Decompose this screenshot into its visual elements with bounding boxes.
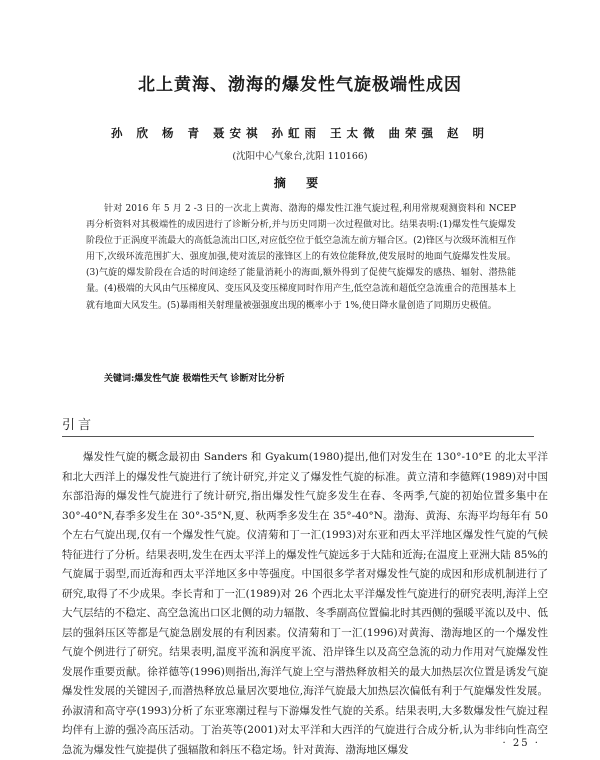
section-divider [62, 436, 534, 437]
abstract-text: 针对 2016 年 5 月 2 -3 日的一次北上黄海、渤海的爆发性江淮气旋过程,利用常规观测资料和 NCEP 再分析资料对其极端性的成因进行了诊断分析,并与历史同期一次过程做对比。结果表明:(1)爆发性气旋爆发阶段位于正涡度平流最大的高低急流出口区,对应低空位于低空急流左前方辐合区。(2)锋区与次级环流相互作用下,次级环流范围扩大、强度加强,使对流层的涨锋区上的有效位能释放,使发展时的地面气旋爆发性发展。(3)气旋的爆发阶段在合适的时间途经了能量消耗小的海面,额外得到了促使气旋爆发的感热、辐射、潜热能量。(4)极端的大风由气压梯度风、变压风及变压梯度同时作用产生,低空急流和超低空急流重合的范围基本上就有地面大风发生。(5)暴雨相关射理量被强强度出现的概率小于 1%,使日降水量创造了同期历史极值。 [86, 204, 516, 311]
body-paragraph: 爆发性气旋的概念最初由 Sanders 和 Gyakum(1980)提出,他们对发生在 130°-10°E 的北太平洋和北大西洋上的爆发性气旋进行了统计研究,并定义了爆发性气旋的标准。黄立清和李德辉(1989)对中国东部沿海的爆发性气旋进行了统计研究,指出爆发性气旋多发生在春、冬两季,气旋的初始位置多集中在 30°-40°N,春季多发生在 30°-35°N,夏、秋两季多发生在 35°-40°N。渤海、黄海、东海平均每年有 50 个左右气旋出现,仅有一个爆发性气旋。仪清菊和丁一汇(1993)对东亚和西太平洋地区爆发性气旋的气候特征进行了分析。结果表明,发生在西太平洋上的爆发性气旋远多于大陆和近海;在温度上亚洲大陆 85%的气旋属于弱型,而近海和西太平洋地区多中等强度。中国很多学者对爆发性气旋的成因和形成机制进行了研究,取得了不少成果。李长青和丁一汇(1989)对 26 个西北太平洋爆发性气旋进行的研究表明,海洋上空大气层结的不稳定、高空急流出口区北侧的动力辐散、冬季副高位置偏北时其西侧的强暖平流以及中、低层的强斜压区等都是气旋急剧发展的有利因素。仪清菊和丁一汇(1996)对黄海、渤海地区的一个爆发性气旋个例进行了研究。结果表明,温度平流和涡度平流、沿岸锋生以及高空急流的动力作用对气旋爆发性发展作重要贡献。徐祥德等(1996)则指出,海洋气旋上空与潜热释放相关的最大加热层次位置是诱发气旋爆发性发展的关键因子,而潜热释放总量居次要地位,海洋气旋最大加热层次偏低有利于气旋爆发性发展。孙淑清和高守亭(1993)分析了东亚寒潮过程与下游爆发性气旋的关系。结果表明,大多数爆发性气旋过程均伴有上游的强冷高压活动。丁治英等(2001)对太平洋和大西洋的气旋进行合成分析,认为非纬向性高空急流为爆发性气旋提供了强辐散和斜压不稳定场。针对黄海、渤海地区爆发 [62, 451, 548, 756]
paper-title: 北上黄海、渤海的爆发性气旋极端性成因 [138, 75, 462, 95]
keywords: 关键词:爆发性气旋 极端性天气 诊断对比分析 [104, 374, 285, 384]
section-title-introduction: 引言 [62, 418, 95, 433]
affiliation: (沈阳中心气象台,沈阳 110166) [232, 151, 368, 162]
page-number: · 25 · [502, 738, 540, 749]
author-list: 孙 欣 杨 青 聂安祺 孙虹雨 王太微 曲荣强 赵 明 [110, 126, 490, 140]
abstract-heading: 摘 要 [273, 176, 327, 190]
